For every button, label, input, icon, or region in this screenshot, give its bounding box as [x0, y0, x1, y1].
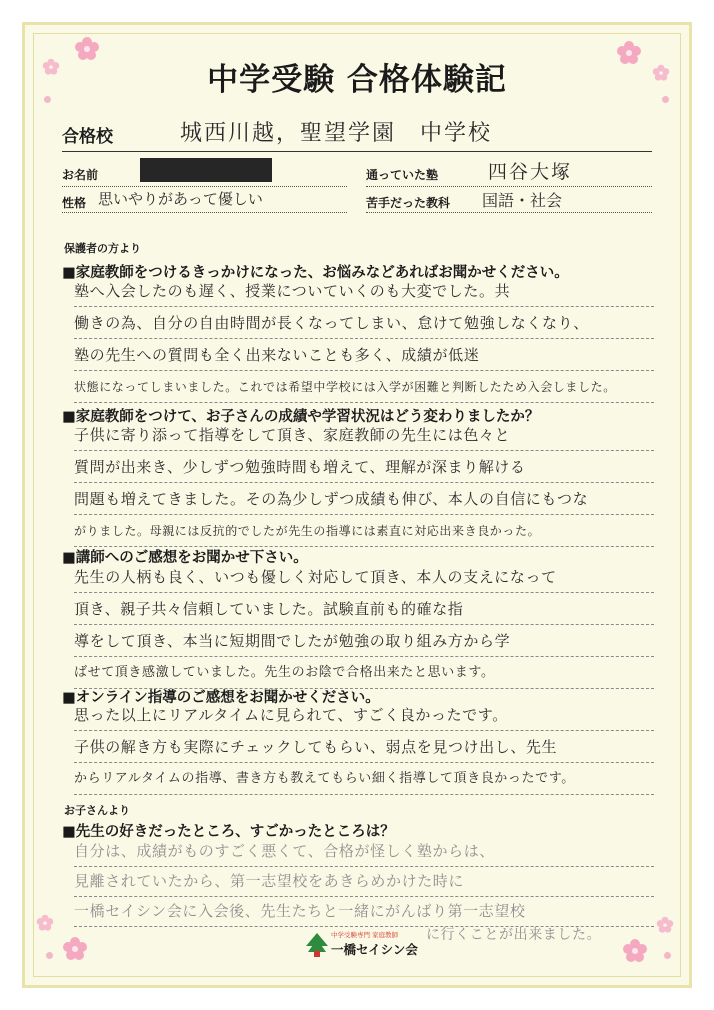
juku-label: 通っていた塾: [366, 168, 439, 182]
answer-3-line: 頂き、親子共々信頼していました。試験直前も的確な指: [74, 592, 654, 625]
flower-icon: [62, 936, 88, 962]
parent-section-heading: 保護者の方より: [64, 242, 141, 255]
answer-5-line: 一橋セイシン会に入会後、先生たちと一緒にがんばり第一志望校: [74, 894, 654, 927]
answer-3-line: ばせて頂き感激していました。先生のお陰で合格出来たと思います。: [74, 656, 654, 689]
school-label: 合格校: [62, 127, 113, 147]
answer-5-line: 自分は、成績がものすごく悪くて、合格が怪しく塾からは、: [74, 834, 654, 867]
answer-2-line: 問題も増えてきました。その為少しずつ成績も伸び、本人の自信にもつな: [74, 482, 654, 515]
question-3: ■講師へのご感想をお聞かせ下さい。: [62, 550, 308, 566]
answer-4-line: 子供の解き方も実際にチェックしてもらい、弱点を見つけ出し、先生: [74, 730, 654, 763]
question-2: ■家庭教師をつけて、お子さんの成績や学習状況はどう変わりましたか？: [62, 409, 540, 425]
answer-4: [74, 698, 654, 796]
child-section-heading: お子さんより: [64, 804, 130, 817]
logo-name: 一橋セイシン会: [331, 942, 418, 957]
answer-2-line: 子供に寄り添って指導をして頂き、家庭教師の先生には色々と: [74, 418, 654, 451]
answer-1-line: 状態になってしまいました。これでは希望中学校には入学が困難と判断したため入会しました。: [74, 370, 654, 403]
petal-dot: [46, 952, 53, 959]
answer-1: [74, 274, 654, 404]
answer-1-line: 塾の先生への質問も全く出来ないことも多く、成績が低迷: [74, 338, 654, 371]
answer-5-line: 見離されていたから、第一志望校をあきらめかけた時に: [74, 864, 654, 897]
answer-3-line: 導をして頂き、本当に短期間でしたが勉強の取り組み方から学: [74, 624, 654, 657]
personality-value: 思いやりがあって優しい: [98, 190, 263, 208]
answer-2-line: がりました。母親には反抗的でしたが先生の指導には素直に対応出来き良かった。: [74, 514, 654, 547]
juku-value: 四谷大塚: [488, 161, 573, 183]
weak-subject-label: 苦手だった教科: [366, 196, 451, 210]
name-underline: [62, 186, 347, 187]
question-1: ■家庭教師をつけるきっかけになった、お悩みなどあればお聞かせください。: [62, 265, 569, 281]
answer-3: [74, 560, 654, 690]
logo-tagline: 中学受験専門 家庭教師: [331, 931, 399, 939]
answer-1-line: 働きの為、自分の自由時間が長くなってしまい、怠けて勉強しなくなり、: [74, 306, 654, 339]
redacted-name: [140, 158, 272, 182]
question-5: ■先生の好きだったところ、すごかったところは？: [62, 824, 395, 840]
answer-4-line: 思った以上にリアルタイムに見られて、すごく良かったです。: [74, 698, 654, 731]
flower-icon: [36, 914, 54, 932]
answer-4-line: からリアルタイムの指導、書き方も教えてもらい細く指導して頂き良かったです。: [74, 762, 654, 795]
personality-underline: [62, 212, 347, 213]
name-label: お名前: [62, 168, 99, 182]
school-underline: [62, 151, 652, 152]
answer-5-line: に行くことが出来ました。: [426, 927, 602, 943]
juku-underline: [366, 186, 652, 187]
question-4: ■オンライン指導のご感想をお聞かせください。: [62, 690, 380, 706]
page-title: 中学受験 合格体験記: [207, 62, 507, 98]
footer-logo: [305, 930, 418, 960]
answer-3-line: 先生の人柄も良く、いつも優しく対応して頂き、本人の支えになって: [74, 560, 654, 593]
answer-2: [74, 418, 654, 548]
school-value: 城西川越，聖望学園 中学校: [180, 121, 493, 146]
weak-subject-value: 国語・社会: [482, 191, 563, 210]
flower-icon: [656, 916, 674, 934]
answer-2-line: 質問が出来き、少しずつ勉強時間も増えて、理解が深まり解ける: [74, 450, 654, 483]
answer-1-line: 塾へ入会したのも遅く、授業についていくのも大変でした。共: [74, 274, 654, 307]
weak-subject-underline: [366, 212, 652, 213]
personality-label: 性格: [62, 196, 87, 210]
tree-logo-icon: [305, 932, 329, 958]
petal-dot: [664, 952, 671, 959]
